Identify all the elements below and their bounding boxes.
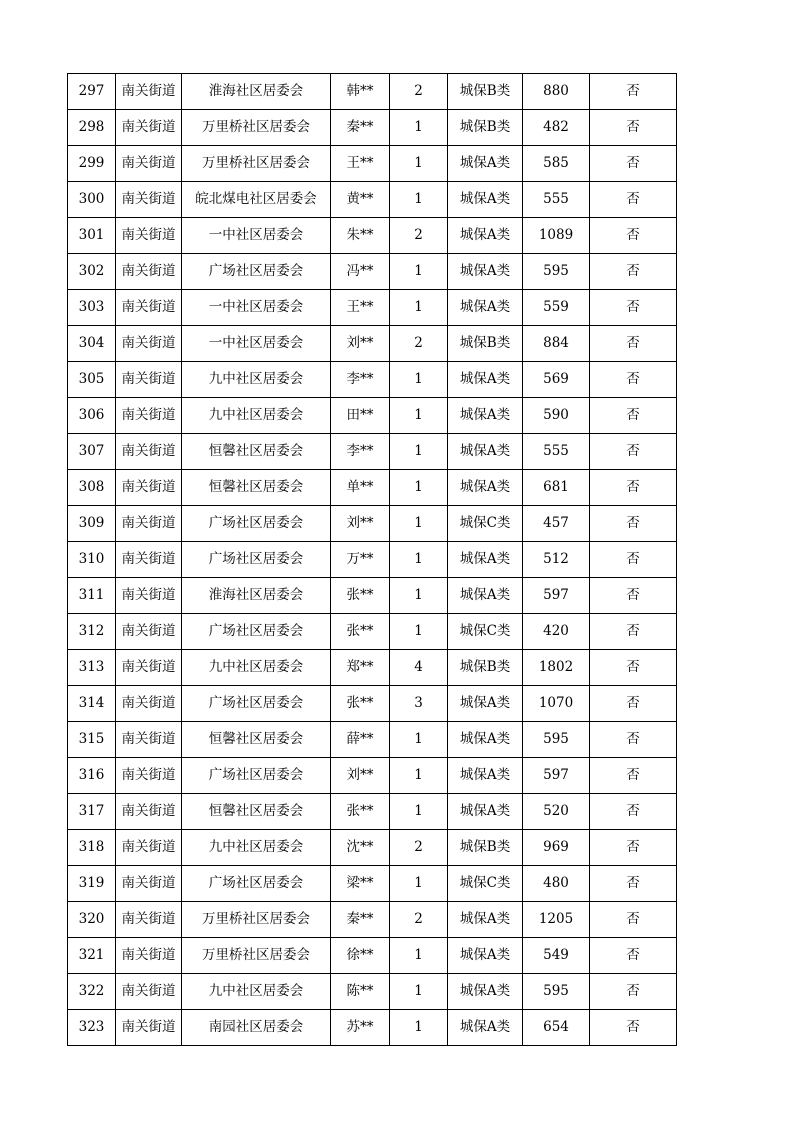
table-row [68,218,677,254]
cell-row-number: 305 [68,362,116,398]
cell-insurance-type: 城保B类 [448,74,523,110]
cell-amount: 482 [523,110,590,146]
cell-street-name: 南关街道 [116,290,182,326]
cell-amount: 681 [523,470,590,506]
cell-community-name: 恒馨社区居委会 [182,722,331,758]
cell-insurance-type: 城保A类 [448,146,523,182]
cell-household-count: 2 [390,74,448,110]
cell-person-name: 李** [331,362,390,398]
table-row [68,830,677,866]
cell-street-name: 南关街道 [116,686,182,722]
cell-insurance-type: 城保A类 [448,974,523,1010]
cell-flag: 否 [590,974,677,1010]
cell-row-number: 299 [68,146,116,182]
cell-community-name: 一中社区居委会 [182,290,331,326]
cell-row-number: 313 [68,650,116,686]
cell-amount: 590 [523,398,590,434]
cell-insurance-type: 城保B类 [448,650,523,686]
cell-row-number: 314 [68,686,116,722]
cell-flag: 否 [590,902,677,938]
table-row [68,542,677,578]
cell-street-name: 南关街道 [116,650,182,686]
table-row [68,398,677,434]
cell-row-number: 315 [68,722,116,758]
cell-household-count: 1 [390,758,448,794]
table-row [68,866,677,902]
cell-person-name: 沈** [331,830,390,866]
table-row [68,470,677,506]
cell-community-name: 广场社区居委会 [182,614,331,650]
cell-flag: 否 [590,722,677,758]
cell-household-count: 1 [390,974,448,1010]
cell-community-name: 九中社区居委会 [182,830,331,866]
cell-insurance-type: 城保A类 [448,578,523,614]
cell-row-number: 312 [68,614,116,650]
cell-flag: 否 [590,110,677,146]
cell-household-count: 3 [390,686,448,722]
cell-amount: 520 [523,794,590,830]
cell-row-number: 311 [68,578,116,614]
cell-community-name: 恒馨社区居委会 [182,794,331,830]
cell-row-number: 302 [68,254,116,290]
cell-amount: 555 [523,434,590,470]
table-row [68,578,677,614]
cell-row-number: 297 [68,74,116,110]
cell-row-number: 304 [68,326,116,362]
cell-amount: 595 [523,722,590,758]
cell-insurance-type: 城保A类 [448,398,523,434]
cell-household-count: 1 [390,794,448,830]
cell-community-name: 万里桥社区居委会 [182,902,331,938]
cell-insurance-type: 城保A类 [448,362,523,398]
cell-insurance-type: 城保A类 [448,686,523,722]
cell-household-count: 2 [390,830,448,866]
cell-row-number: 309 [68,506,116,542]
table-row [68,902,677,938]
cell-flag: 否 [590,794,677,830]
cell-street-name: 南关街道 [116,146,182,182]
cell-person-name: 张** [331,686,390,722]
cell-flag: 否 [590,578,677,614]
cell-street-name: 南关街道 [116,182,182,218]
cell-community-name: 万里桥社区居委会 [182,146,331,182]
cell-community-name: 淮海社区居委会 [182,74,331,110]
cell-insurance-type: 城保A类 [448,1010,523,1046]
table-row [68,1010,677,1046]
table-row [68,74,677,110]
cell-street-name: 南关街道 [116,74,182,110]
cell-flag: 否 [590,362,677,398]
cell-street-name: 南关街道 [116,254,182,290]
table-row [68,362,677,398]
cell-community-name: 恒馨社区居委会 [182,470,331,506]
cell-street-name: 南关街道 [116,434,182,470]
cell-community-name: 恒馨社区居委会 [182,434,331,470]
cell-household-count: 1 [390,110,448,146]
cell-street-name: 南关街道 [116,506,182,542]
cell-insurance-type: 城保A类 [448,434,523,470]
cell-household-count: 1 [390,470,448,506]
cell-row-number: 306 [68,398,116,434]
cell-row-number: 307 [68,434,116,470]
cell-row-number: 321 [68,938,116,974]
cell-flag: 否 [590,398,677,434]
cell-community-name: 皖北煤电社区居委会 [182,182,331,218]
cell-street-name: 南关街道 [116,470,182,506]
cell-row-number: 300 [68,182,116,218]
table-row [68,938,677,974]
cell-person-name: 苏** [331,1010,390,1046]
cell-household-count: 4 [390,650,448,686]
cell-insurance-type: 城保B类 [448,326,523,362]
cell-insurance-type: 城保A类 [448,794,523,830]
cell-insurance-type: 城保A类 [448,722,523,758]
cell-amount: 1070 [523,686,590,722]
cell-community-name: 一中社区居委会 [182,326,331,362]
cell-flag: 否 [590,830,677,866]
cell-insurance-type: 城保A类 [448,470,523,506]
cell-amount: 884 [523,326,590,362]
cell-flag: 否 [590,434,677,470]
cell-household-count: 2 [390,218,448,254]
cell-street-name: 南关街道 [116,218,182,254]
cell-insurance-type: 城保A类 [448,902,523,938]
cell-row-number: 316 [68,758,116,794]
cell-flag: 否 [590,182,677,218]
cell-street-name: 南关街道 [116,722,182,758]
roster-table [67,73,677,1046]
table-row [68,182,677,218]
cell-amount: 969 [523,830,590,866]
cell-person-name: 李** [331,434,390,470]
cell-street-name: 南关街道 [116,902,182,938]
cell-community-name: 淮海社区居委会 [182,578,331,614]
table-row [68,110,677,146]
cell-row-number: 319 [68,866,116,902]
cell-flag: 否 [590,146,677,182]
cell-insurance-type: 城保A类 [448,938,523,974]
cell-community-name: 广场社区居委会 [182,254,331,290]
table-row [68,254,677,290]
cell-household-count: 1 [390,722,448,758]
table-row [68,794,677,830]
cell-household-count: 1 [390,542,448,578]
cell-household-count: 1 [390,398,448,434]
cell-person-name: 薛** [331,722,390,758]
cell-person-name: 刘** [331,326,390,362]
cell-street-name: 南关街道 [116,542,182,578]
cell-row-number: 317 [68,794,116,830]
cell-row-number: 318 [68,830,116,866]
table-row [68,434,677,470]
cell-flag: 否 [590,290,677,326]
cell-community-name: 九中社区居委会 [182,974,331,1010]
cell-amount: 555 [523,182,590,218]
cell-row-number: 320 [68,902,116,938]
cell-person-name: 单** [331,470,390,506]
cell-household-count: 1 [390,938,448,974]
cell-amount: 597 [523,578,590,614]
cell-household-count: 1 [390,578,448,614]
cell-community-name: 广场社区居委会 [182,686,331,722]
cell-person-name: 梁** [331,866,390,902]
cell-person-name: 张** [331,794,390,830]
cell-person-name: 秦** [331,902,390,938]
roster-body [68,74,677,1046]
cell-person-name: 徐** [331,938,390,974]
cell-person-name: 郑** [331,650,390,686]
cell-flag: 否 [590,326,677,362]
cell-person-name: 王** [331,146,390,182]
table-row [68,290,677,326]
cell-household-count: 1 [390,506,448,542]
cell-street-name: 南关街道 [116,758,182,794]
cell-street-name: 南关街道 [116,1010,182,1046]
cell-person-name: 冯** [331,254,390,290]
cell-community-name: 九中社区居委会 [182,650,331,686]
cell-insurance-type: 城保A类 [448,182,523,218]
cell-person-name: 张** [331,614,390,650]
cell-amount: 585 [523,146,590,182]
table-row [68,650,677,686]
cell-household-count: 1 [390,146,448,182]
cell-household-count: 1 [390,434,448,470]
cell-amount: 420 [523,614,590,650]
cell-community-name: 广场社区居委会 [182,542,331,578]
cell-insurance-type: 城保C类 [448,614,523,650]
cell-person-name: 万** [331,542,390,578]
cell-community-name: 广场社区居委会 [182,866,331,902]
cell-household-count: 1 [390,1010,448,1046]
cell-flag: 否 [590,650,677,686]
cell-flag: 否 [590,542,677,578]
cell-amount: 549 [523,938,590,974]
cell-insurance-type: 城保C类 [448,866,523,902]
cell-insurance-type: 城保B类 [448,830,523,866]
cell-insurance-type: 城保A类 [448,542,523,578]
cell-amount: 595 [523,974,590,1010]
cell-community-name: 广场社区居委会 [182,506,331,542]
cell-household-count: 1 [390,866,448,902]
cell-amount: 595 [523,254,590,290]
cell-amount: 880 [523,74,590,110]
cell-person-name: 朱** [331,218,390,254]
cell-row-number: 322 [68,974,116,1010]
cell-street-name: 南关街道 [116,362,182,398]
cell-person-name: 秦** [331,110,390,146]
cell-community-name: 九中社区居委会 [182,362,331,398]
cell-household-count: 1 [390,362,448,398]
cell-household-count: 2 [390,326,448,362]
cell-insurance-type: 城保A类 [448,218,523,254]
cell-flag: 否 [590,758,677,794]
cell-street-name: 南关街道 [116,866,182,902]
cell-flag: 否 [590,866,677,902]
cell-row-number: 308 [68,470,116,506]
cell-amount: 512 [523,542,590,578]
cell-community-name: 万里桥社区居委会 [182,938,331,974]
cell-street-name: 南关街道 [116,398,182,434]
cell-street-name: 南关街道 [116,326,182,362]
table-row [68,146,677,182]
cell-insurance-type: 城保C类 [448,506,523,542]
cell-insurance-type: 城保B类 [448,110,523,146]
cell-amount: 1802 [523,650,590,686]
cell-insurance-type: 城保A类 [448,290,523,326]
table-row [68,506,677,542]
cell-insurance-type: 城保A类 [448,758,523,794]
cell-community-name: 南园社区居委会 [182,1010,331,1046]
cell-amount: 569 [523,362,590,398]
cell-flag: 否 [590,470,677,506]
cell-insurance-type: 城保A类 [448,254,523,290]
cell-household-count: 2 [390,902,448,938]
cell-flag: 否 [590,614,677,650]
cell-household-count: 1 [390,254,448,290]
table-row [68,758,677,794]
cell-household-count: 1 [390,182,448,218]
cell-amount: 559 [523,290,590,326]
cell-community-name: 一中社区居委会 [182,218,331,254]
cell-community-name: 广场社区居委会 [182,758,331,794]
table-row [68,614,677,650]
cell-person-name: 黄** [331,182,390,218]
cell-street-name: 南关街道 [116,110,182,146]
cell-amount: 457 [523,506,590,542]
cell-person-name: 刘** [331,758,390,794]
cell-amount: 597 [523,758,590,794]
cell-amount: 1205 [523,902,590,938]
cell-person-name: 陈** [331,974,390,1010]
cell-flag: 否 [590,506,677,542]
cell-street-name: 南关街道 [116,614,182,650]
cell-community-name: 九中社区居委会 [182,398,331,434]
table-row [68,974,677,1010]
cell-person-name: 田** [331,398,390,434]
table-row [68,686,677,722]
cell-row-number: 310 [68,542,116,578]
cell-row-number: 298 [68,110,116,146]
cell-street-name: 南关街道 [116,938,182,974]
cell-person-name: 刘** [331,506,390,542]
cell-amount: 654 [523,1010,590,1046]
cell-flag: 否 [590,74,677,110]
cell-household-count: 1 [390,290,448,326]
cell-row-number: 301 [68,218,116,254]
cell-flag: 否 [590,938,677,974]
cell-person-name: 韩** [331,74,390,110]
cell-flag: 否 [590,1010,677,1046]
cell-amount: 1089 [523,218,590,254]
cell-row-number: 323 [68,1010,116,1046]
cell-community-name: 万里桥社区居委会 [182,110,331,146]
cell-person-name: 王** [331,290,390,326]
table-row [68,722,677,758]
table-row [68,326,677,362]
cell-row-number: 303 [68,290,116,326]
cell-flag: 否 [590,254,677,290]
cell-street-name: 南关街道 [116,974,182,1010]
cell-flag: 否 [590,218,677,254]
cell-street-name: 南关街道 [116,578,182,614]
cell-flag: 否 [590,686,677,722]
cell-amount: 480 [523,866,590,902]
cell-street-name: 南关街道 [116,794,182,830]
cell-person-name: 张** [331,578,390,614]
cell-household-count: 1 [390,614,448,650]
cell-street-name: 南关街道 [116,830,182,866]
